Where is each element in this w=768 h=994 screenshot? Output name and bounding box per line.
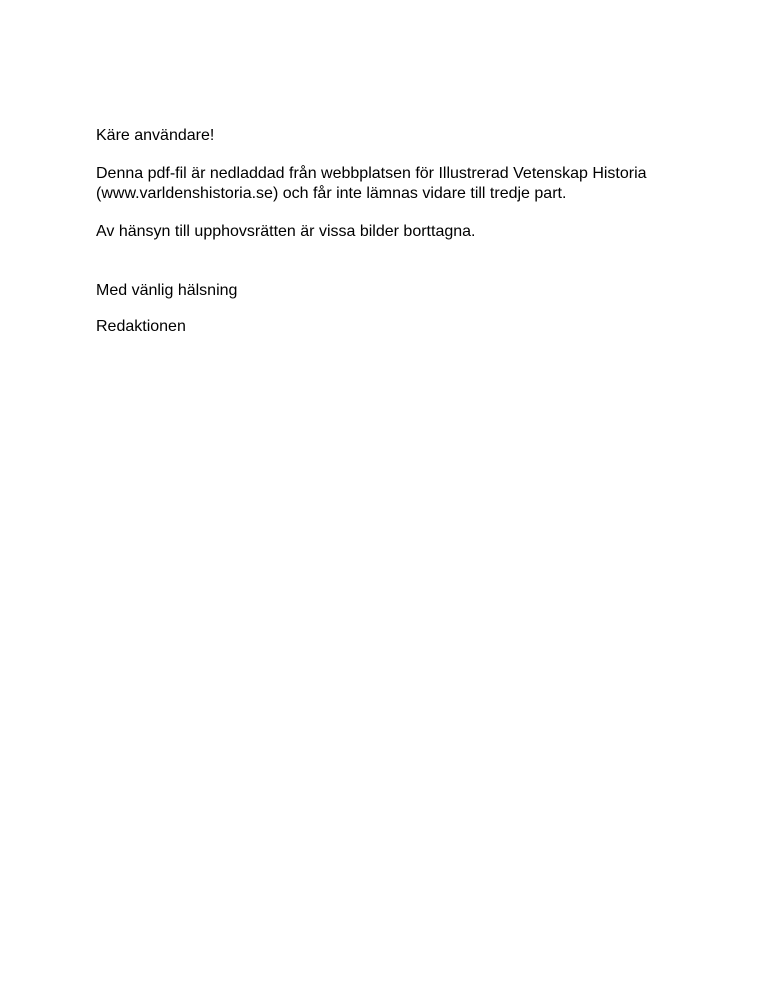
paragraph-notice-line1: Denna pdf-fil är nedladdad från webbplatsen för Illustrerad Vetenskap Historia [96,165,647,182]
signature: Redaktionen [96,318,186,335]
signoff: Med vänlig hälsning [96,282,238,299]
paragraph-copyright: Av hänsyn till upphovsrätten är vissa bilder borttagna. [96,223,476,240]
paragraph-notice-line2: (www.varldenshistoria.se) och får inte lämnas vidare till tredje part. [96,185,567,202]
greeting: Käre användare! [96,127,215,144]
